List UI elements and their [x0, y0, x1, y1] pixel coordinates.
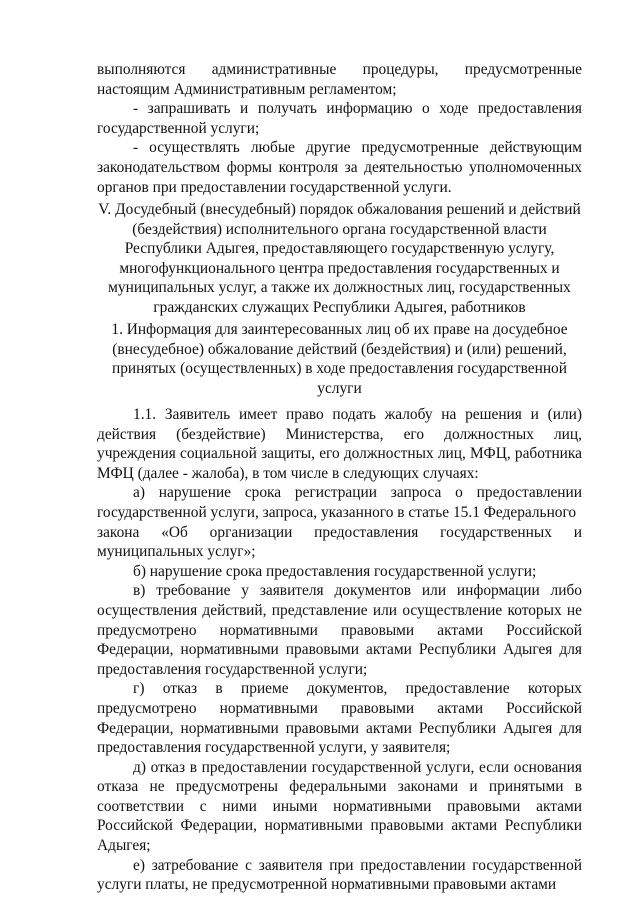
subsection-title-line: услуги: [317, 379, 362, 397]
section-title-line: (бездействия) исполнительного органа государственной власти: [132, 220, 547, 238]
list-item-b: б) нарушение срока предоставления государственной услуги;: [133, 562, 537, 580]
paragraph-1-1: 1.1. Заявитель имеет право подать жалобу на решения и (или) действия (бездействие) Министерства, его должностных лиц, учреждения социальной защиты, его должностных лиц, МФЦ, работника МФЦ (далее - жалоба), в том числе в следующих случаях:: [97, 406, 582, 482]
intro-list-item-control-forms: - осуществлять любые другие предусмотренные действующим законодательством формы контроля за деятельностью уполномоченных органов при предоставлении государственной услуги.: [97, 139, 582, 196]
list-item-a-continued: закона «Об организации предоставления государственных и: [97, 523, 582, 541]
section-title-line: муниципальных услуг, а также их должностных лиц, государственных: [108, 279, 571, 297]
list-item-d: д) отказ в предоставлении государственной услуги, если основания отказа не предусмотрены федеральными законами и принятыми в соответствии с ними иными нормативными правовыми актами Российской Федерации, нормативными правовыми актами Республики Адыгея;: [97, 758, 582, 855]
list-item-a: а) нарушение срока регистрации запроса о предоставлении государственной услуги, запроса, указанного в статье 15.1 Федерального: [97, 484, 582, 521]
subsection-title-line: 1. Информация для заинтересованных лиц об их праве на досудебное: [111, 321, 568, 338]
section-title-line: гражданских служащих Республики Адыгея, работников: [153, 298, 526, 316]
section-title: [97, 200, 582, 318]
list-item-a-end: муниципальных услуг»;: [97, 543, 256, 561]
section-title-line: многофункционального центра предоставления государственных и: [119, 259, 560, 277]
section-title-line: Республики Адыгея, предоставляющего государственную услугу,: [124, 240, 555, 258]
body-text: [97, 405, 582, 895]
intro-paragraph: выполняются административные процедуры, предусмотренные настоящим Административным регламентом;: [97, 61, 582, 98]
intro-block: [97, 60, 582, 197]
intro-list-item-request-info: - запрашивать и получать информацию о ходе предоставления государственной услуги;: [97, 100, 582, 137]
subsection-title: [97, 320, 582, 398]
subsection-title-line: (внесудебное) обжалование действий (бездействия) и (или) решений,: [112, 340, 567, 358]
subsection-title-line: принятых (осуществленных) в ходе предоставления государственной: [112, 360, 567, 378]
list-item-v: в) требование у заявителя документов или информации либо осуществления действий, представление или осуществление которых не предусмотрено нормативными правовыми актами Российской Федерации, нормативными правовыми актами Республики Адыгея для предоставления государственной услуги;: [97, 582, 582, 678]
list-item-e: е) затребование с заявителя при предоставлении государственной услуги платы, не предусмотренной нормативными правовыми актами: [97, 856, 582, 894]
list-item-g: г) отказ в приеме документов, предоставление которых предусмотрено нормативными правовыми актами Российской Федерации, нормативными правовыми актами Республики Адыгея для предоставления государственной услуги, у заявителя;: [97, 680, 582, 757]
section-title-line: V. Досудебный (внесудебный) порядок обжалования решений и действий: [98, 201, 581, 218]
